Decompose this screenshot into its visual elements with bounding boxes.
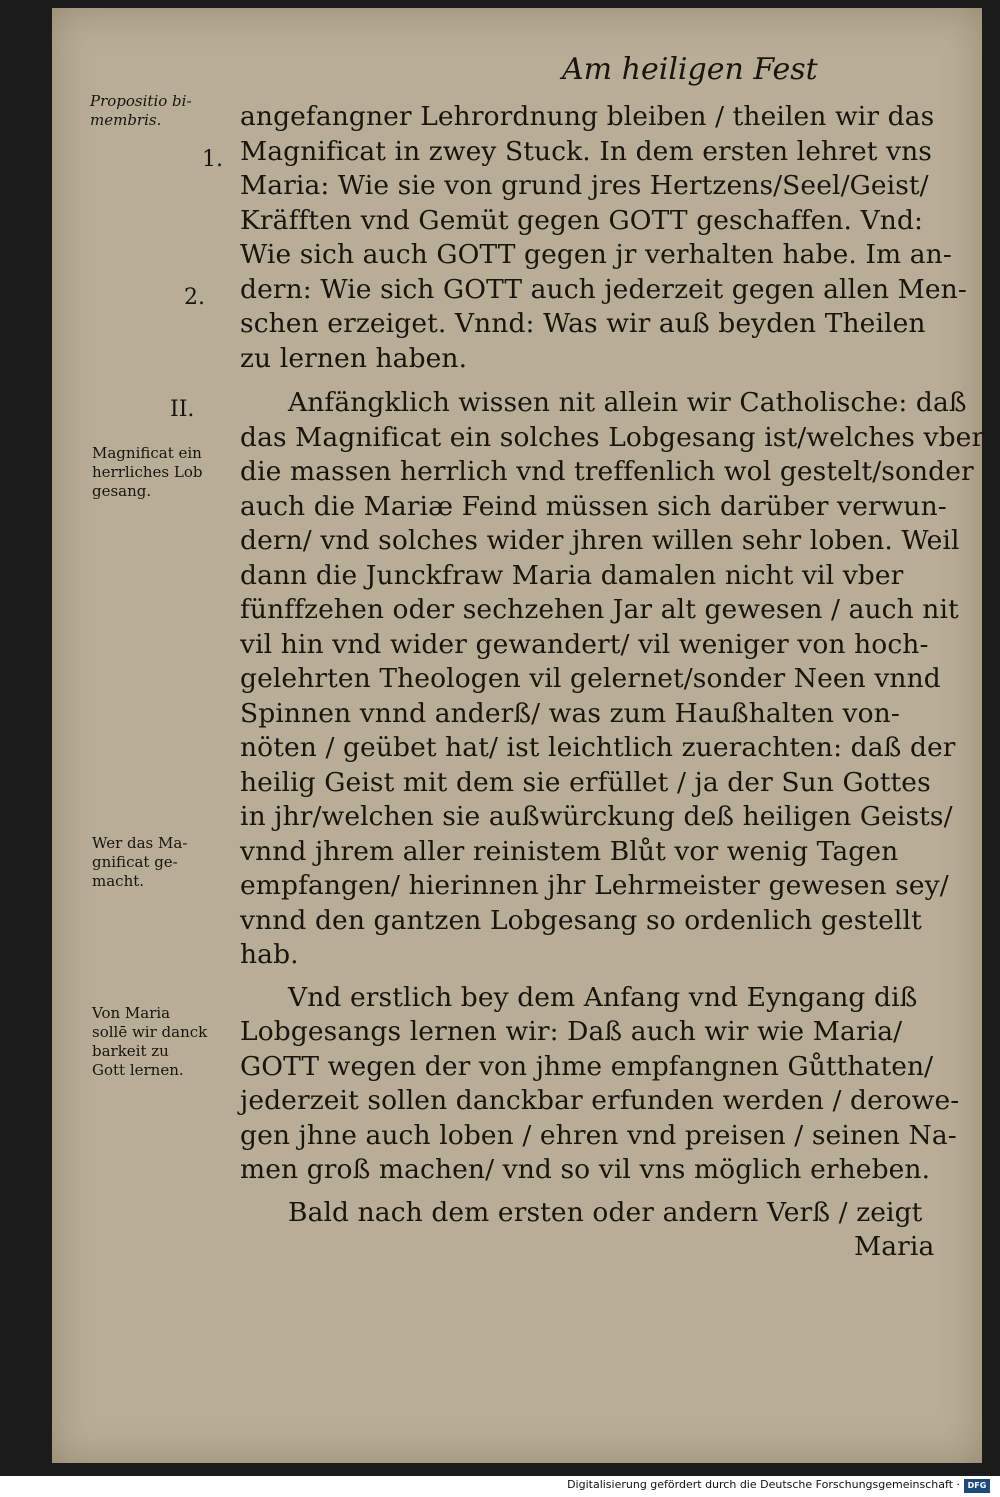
text-line: fünffzehen oder sechzehen Jar alt gewesen / auch nit bbox=[240, 594, 959, 625]
funding-notice: Digitalisierung gefördert durch die Deutsche Forschungsgemeinschaft · bbox=[567, 1478, 960, 1491]
text-line: Wie sich auch GOTT gegen jr verhalten habe. Im an- bbox=[240, 239, 952, 270]
margin-note-wer: Wer das Ma- gnificat ge- macht. bbox=[92, 834, 188, 890]
text-line: Spinnen vnnd anderß/ was zum Haußhalten von- bbox=[240, 697, 900, 729]
text-line: schen erzeiget. Vnnd: Was wir auß beyden Theilen bbox=[240, 308, 926, 339]
margin-note-von-maria: Von Maria sollē wir danck barkeit zu Gott lernen. bbox=[92, 1004, 208, 1079]
text-line: dern: Wie sich GOTT auch jederzeit gegen allen Men- bbox=[240, 273, 967, 305]
text-line: zu lernen haben. bbox=[240, 342, 468, 374]
text-line: Magnificat in zwey Stuck. In dem ersten lehret vns bbox=[240, 135, 932, 167]
text-line: hab. bbox=[240, 939, 299, 970]
margin-note-magnificat: Magnificat ein herrliches Lob gesang. bbox=[92, 444, 203, 500]
text-line: Bald nach dem ersten oder andern Verß / zeigt bbox=[288, 1196, 923, 1228]
text-line: vnnd jhrem aller reinistem Blůt vor wenig Tagen bbox=[240, 835, 899, 867]
text-line: Lobgesangs lernen wir: Daß auch wir wie Maria/ bbox=[240, 1016, 903, 1047]
text-line: in jhr/welchen sie außwürckung deß heiligen Geists/ bbox=[240, 801, 953, 832]
text-line: die massen herrlich vnd treffenlich wol gestelt/sonder bbox=[240, 456, 974, 487]
text-line: jederzeit sollen danckbar erfunden werden / derowe- bbox=[240, 1085, 960, 1116]
running-head: Am heiligen Fest bbox=[562, 52, 818, 87]
dfg-logo: DFG bbox=[964, 1479, 990, 1493]
text-line: vil hin vnd wider gewandert/ vil weniger von hoch- bbox=[240, 628, 929, 660]
text-line: Kräfften vnd Gemüt gegen GOTT geschaffen. Vnd: bbox=[240, 204, 924, 236]
text-line: auch die Mariæ Feind müssen sich darüber verwun- bbox=[240, 490, 947, 522]
margin-number-II: II. bbox=[170, 397, 195, 422]
text-line: dern/ vnd solches wider jhren willen sehr loben. Weil bbox=[240, 525, 960, 556]
text-line: das Magnificat ein solches Lobgesang ist/welches vber bbox=[240, 421, 985, 453]
text-line: dann die Junckfraw Maria damalen nicht vil vber bbox=[240, 559, 904, 591]
footer-bar bbox=[0, 1476, 1000, 1497]
body-text bbox=[240, 100, 985, 1265]
text-line: gelehrten Theologen vil gelernet/sonder Neen vnnd bbox=[240, 663, 941, 694]
margin-number-2: 2. bbox=[184, 285, 205, 310]
text-line: nöten / geübet hat/ ist leichtlich zuerachten: daß der bbox=[240, 732, 956, 763]
text-line: men groß machen/ vnd so vil vns möglich erheben. bbox=[240, 1154, 931, 1185]
text-line: empfangen/ hierinnen jhr Lehrmeister gewesen sey/ bbox=[240, 870, 949, 901]
book-page bbox=[52, 8, 985, 1463]
text-line: Anfängklich wissen nit allein wir Catholische: daß bbox=[288, 387, 967, 418]
text-line: Maria: Wie sie von grund jres Hertzens/Seel/Geist/ bbox=[240, 170, 929, 201]
text-line: GOTT wegen der von jhme empfangnen Gůtthaten/ bbox=[240, 1050, 934, 1082]
margin-note-propositio: Propositio bi- membris. bbox=[90, 92, 192, 129]
text-line: vnnd den gantzen Lobgesang so ordenlich gestellt bbox=[240, 904, 922, 936]
text-line: gen jhne auch loben / ehren vnd preisen / seinen Na- bbox=[240, 1119, 957, 1151]
text-line: heilig Geist mit dem sie erfüllet / ja der Sun Gottes bbox=[240, 766, 931, 798]
text-line: angefangner Lehrordnung bleiben / theilen wir das bbox=[240, 101, 935, 132]
margin-number-1: 1. bbox=[202, 147, 223, 172]
catchword: Maria bbox=[854, 1231, 935, 1262]
text-line: Vnd erstlich bey dem Anfang vnd Eyngang diß bbox=[288, 981, 918, 1013]
